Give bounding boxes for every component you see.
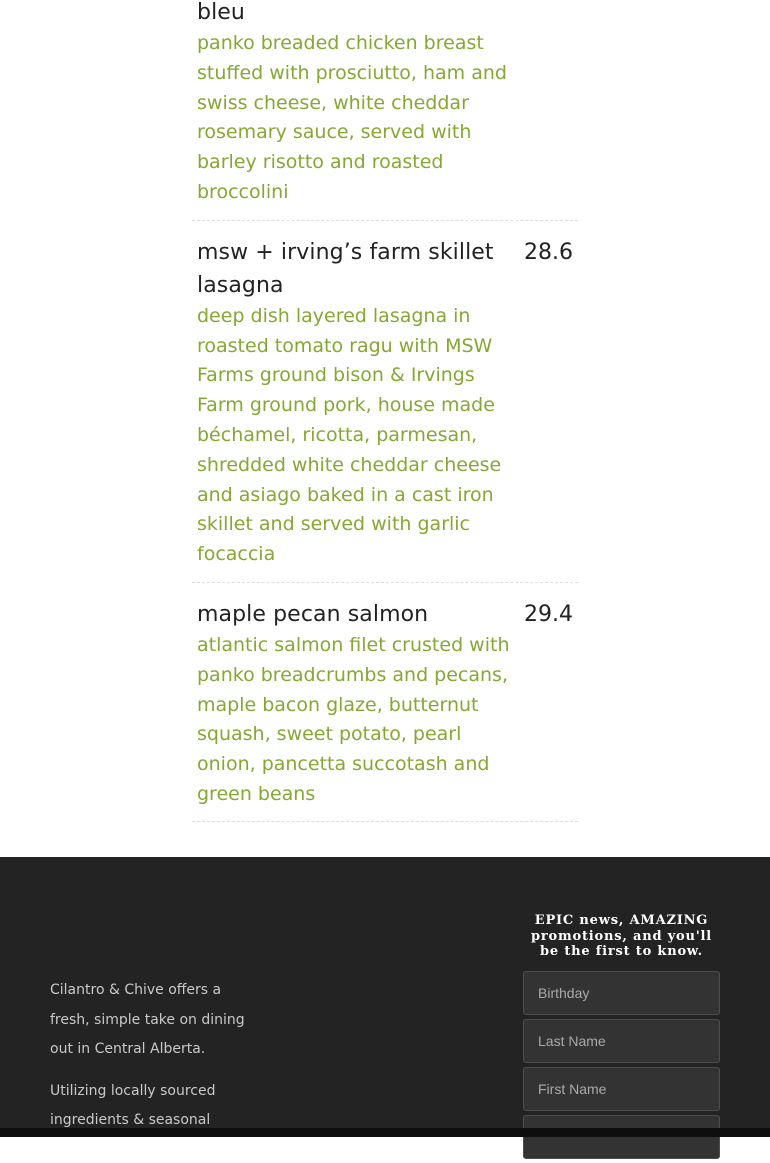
bottom-bar — [0, 1128, 770, 1137]
menu-list — [192, 0, 578, 822]
about-text — [50, 976, 255, 1148]
menu-item-description: panko breaded chicken breast stuffed with prosciutto, ham and swiss cheese, white cheddar rosemary sauce, served with barley risotto and roasted broccolini — [197, 32, 507, 203]
menu-item-description: deep dish layered lasagna in roasted tomato ragu with MSW Farms ground bison & Irvings Farm ground pork, house made béchamel, ricotta, parmesan, shredded white cheddar cheese and asiago baked in a cast iron skillet and served with garlic focaccia — [197, 304, 502, 566]
newsletter-heading: EPIC news, AMAZING promotions, and you'll be the first to know. — [530, 913, 713, 959]
menu-item — [192, 583, 578, 822]
menu-item-title: maple pecan salmon — [197, 601, 429, 627]
menu-item-title: bleu — [197, 0, 245, 25]
about-paragraph: Utilizing locally sourced ingredients & seasonal — [50, 1082, 216, 1128]
menu-item-title: msw + irving’s farm skillet lasagna — [197, 239, 494, 298]
menu-item — [192, 221, 578, 583]
menu-item-description: atlantic salmon filet crusted with panko breadcrumbs and pecans, maple bacon glaze, butternut squash, sweet potato, pearl onion, pancetta succotash and green beans — [197, 633, 510, 805]
about-paragraph: Cilantro & Chive offers a fresh, simple take on dining out in Central Alberta. — [50, 982, 245, 1057]
birthday-field[interactable] — [523, 971, 720, 1015]
menu-item-price: 28.6 — [524, 239, 573, 265]
site-footer — [0, 857, 770, 1137]
menu-item-price: 29.4 — [524, 601, 573, 627]
last-name-field[interactable] — [523, 1019, 720, 1063]
first-name-field[interactable] — [523, 1067, 720, 1111]
newsletter-signup-form — [523, 913, 720, 1163]
menu-item — [192, 0, 578, 221]
